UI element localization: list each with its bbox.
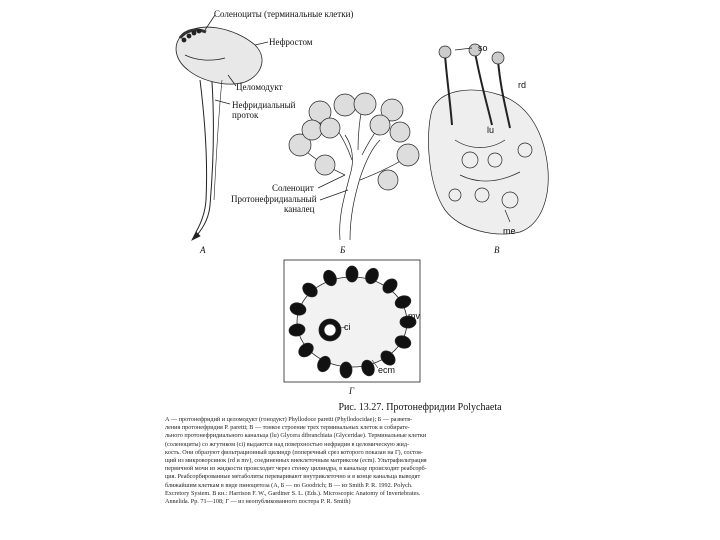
- label-so: so: [478, 43, 488, 53]
- label-nephridial-duct-2: проток: [232, 110, 259, 120]
- caption-line: Annelida. Pp. 71—108; Г — из неопубликованного постера P. R. Smith): [165, 498, 351, 506]
- panel-g-drawing: [284, 260, 420, 382]
- label-canal-2: каналец: [284, 204, 315, 214]
- label-canal-1: Протонефридиальный: [231, 194, 317, 204]
- caption-line: льного протонефридиального канальца (lu) Glycera dibranchiata (Glyceridae). Терминальные клетки: [165, 432, 427, 440]
- label-nephridial-duct-1: Нефридиальный: [232, 100, 296, 110]
- figure-caption-body: [165, 416, 555, 506]
- label-rd: rd: [518, 80, 527, 90]
- label-coelomoduct: Целомодукт: [236, 82, 283, 92]
- caption-line: ближайшим клеткам в виде пиноцитоза (А, Б — по Goodrich; В — из Smith P. R. 1992. Polych.: [165, 481, 413, 489]
- label-ci: ci: [344, 322, 351, 332]
- caption-line: ция. Реабсорбированные метаболиты переваривают внутриклеточно и в конце канальца выводят: [165, 473, 421, 481]
- label-solenocytes: Соленоциты (терминальные клетки): [214, 9, 354, 19]
- label-nephrostome: Нефростом: [269, 37, 313, 47]
- figure-caption-title: Рис. 13.27. Протонефридии Polychaeta: [338, 402, 502, 413]
- caption-line: (соленоциты) со жгутиком (ci) выдаются над поверхностью нефридия в целомическую жид-: [165, 440, 410, 448]
- label-lu: lu: [487, 125, 495, 135]
- panel-letter-v: В: [494, 245, 500, 255]
- panel-letter-a: А: [200, 245, 206, 255]
- label-mv: mv: [408, 311, 420, 321]
- caption-line: кость. Они образуют фильтрационный цилиндр (поперечный срез которого показан на Г), состоя-: [165, 448, 423, 456]
- caption-line: Excretory System. В кн.: Harrison F. W., Gardiner S. L. (Eds.). Microscopic Anatomy of Invertebrates.: [165, 489, 421, 497]
- panel-v-drawing: [428, 44, 548, 234]
- label-ecm: ecm: [378, 365, 396, 375]
- panel-b-drawing: [289, 93, 419, 240]
- panel-a-drawing: [176, 15, 268, 240]
- panel-letter-g: Г: [349, 386, 355, 396]
- label-solenocyte: Соленоцит: [272, 183, 314, 193]
- caption-line: А — протонефридий и целомодукт (гонодукт) Phyllodoce paretti (Phyllodocidae); Б — разветв-: [165, 416, 413, 423]
- panel-letter-b: Б: [340, 245, 346, 255]
- caption-line: щий из микроворсинок (rd и mv), соединенных внеклеточным матриксом (ecm). Ультрафильтрация: [165, 457, 427, 465]
- caption-line: ления протонефридия P. paretti; В — тонкое строение трех терминальных клеток и собирате-: [165, 424, 410, 432]
- label-me: me: [503, 226, 516, 236]
- caption-line: первичной мочи из жидкости происходит через стенку цилиндра, в канальце происходит реабсорб-: [165, 465, 427, 473]
